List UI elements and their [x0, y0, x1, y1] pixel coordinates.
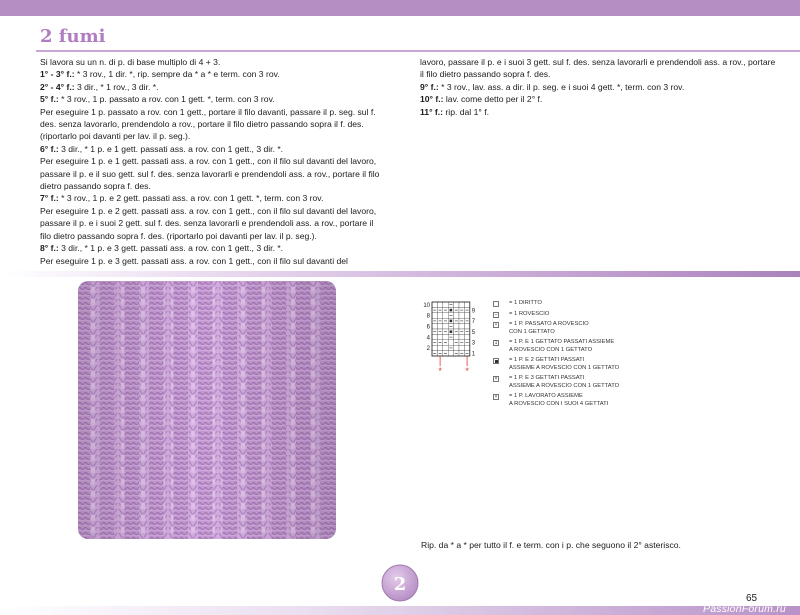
row-number-left: 2: [426, 346, 430, 353]
instruction-paragraph: [40, 81, 385, 93]
slip-stitch-icon: [493, 322, 499, 328]
special-stitch-mark: [450, 330, 453, 333]
footer-color-bar: [0, 606, 800, 615]
knitted-swatch-photo: [78, 281, 336, 539]
legend-text: = 1 P. E 1 GETTATO PASSATI ASSIEME: [509, 339, 615, 346]
two-yarnovers-icon: [493, 358, 499, 364]
chart-cell: [437, 324, 442, 329]
instruction-text: * 3 rov., 1 p. e 2 gett. passati ass. a rov. con 1 gett. *, term. con 3 rov.: [58, 193, 324, 204]
section-divider-band: [0, 271, 800, 277]
chart-cell: [437, 302, 442, 307]
chart-cell: [443, 345, 448, 350]
row-number-right: 3: [471, 340, 476, 347]
chart-cell: [464, 334, 469, 339]
legend-text: = 1 P. LAVORATO ASSIEME: [509, 393, 583, 400]
instruction-paragraph: [40, 93, 385, 105]
instruction-paragraph: [40, 255, 385, 267]
title-divider: [36, 50, 800, 52]
row-number-right: 7: [471, 319, 476, 326]
pattern-number-badge: [380, 563, 420, 603]
chart-cell: [459, 345, 464, 350]
instructions-left-column: [40, 56, 385, 267]
row-label: 9° f.:: [420, 81, 439, 92]
legend-text: CON 1 GETTATO: [509, 328, 555, 335]
chart-legend: [493, 300, 619, 411]
watermark-text: PassionForum.ru: [703, 603, 786, 615]
instruction-text: Per eseguire 1 p. passato a rov. con 1 gett., portare il filo davanti, passare il p. seg. sul f. des. senza lavorarlo, prendendolo a rov., portare il filo dietro passando sopra il f. des. (riportarlo poi davanti per lav. il p. seg.).: [40, 106, 376, 142]
chart-cell: [443, 302, 448, 307]
row-number-left: 10: [423, 302, 430, 309]
instruction-text: Si lavora su un n. di p. di base multiplo di 4 + 3.: [40, 57, 221, 67]
legend-text: = 1 DIRITTO: [509, 300, 542, 306]
chart-cell: [459, 334, 464, 339]
chart-cell: [432, 334, 437, 339]
legend-item: [493, 339, 619, 354]
chart-cell: [437, 313, 442, 318]
row-number-right: 5: [471, 329, 476, 336]
chart-cell: [459, 324, 464, 329]
row-number-left: 4: [426, 335, 430, 342]
chart-cell: [454, 313, 459, 318]
row-number-left: 8: [426, 313, 430, 320]
stitch-chart: [418, 298, 488, 378]
chart-cell: [432, 302, 437, 307]
legend-item: [493, 357, 619, 372]
chart-cell: [443, 324, 448, 329]
legend-text: ASSIEME A ROVESCIO CON 1 GETTATO: [509, 382, 620, 389]
legend-item: [493, 300, 619, 307]
instructions-right-column: [420, 56, 780, 118]
instruction-text: 3 dir., * 1 p. e 3 gett. passati ass. a rov. con 1 gett., 3 dir. *.: [58, 243, 284, 254]
legend-text: = 1 P. E 3 GETTATI PASSATI: [509, 375, 585, 382]
top-color-bar: [0, 0, 800, 16]
row-label: 7° f.:: [40, 193, 59, 204]
repeat-asterisk: *: [438, 366, 442, 376]
row-number-right: 1: [471, 351, 476, 358]
chart-cell: [454, 334, 459, 339]
repeat-asterisk: *: [465, 366, 469, 376]
repeat-note: Rip. da * a * per tutto il f. e term. con i p. che seguono il 2° asterisco.: [421, 540, 681, 550]
instruction-paragraph: [40, 192, 385, 204]
instruction-text: * 3 rov., 1 p. passato a rov. con 1 gett. *, term. con 3 rov.: [58, 94, 275, 105]
row-label: 6° f.:: [40, 143, 59, 154]
chart-cell: [432, 313, 437, 318]
chart-cell: [464, 324, 469, 329]
legend-text: = 1 P. E 2 GETTATI PASSATI: [509, 357, 585, 364]
legend-text: = 1 P. PASSATO A ROVESCIO: [509, 321, 589, 328]
instruction-paragraph: [40, 205, 385, 242]
legend-item: [493, 321, 619, 336]
row-label: 2° - 4° f.:: [40, 81, 75, 92]
chart-cell: [443, 313, 448, 318]
instruction-paragraph: [420, 81, 780, 93]
legend-item: [493, 375, 619, 390]
badge-number: 2: [393, 574, 407, 595]
instruction-text: Per eseguire 1 p. e 1 gett. passati ass. a rov. con 1 gett., con il filo sul davanti del lavoro, passare il p. e il suo gett. sul f. des. senza lavorarli e prendendoli ass. a rov., portare il filo dietro passando sopra f. des.: [40, 156, 380, 192]
page-number: 65: [746, 593, 758, 604]
chart-cell: [448, 340, 453, 345]
legend-item: [493, 393, 619, 408]
instruction-text: Per eseguire 1 p. e 3 gett. passati ass. a rov. con 1 gett., con il filo sul davanti del: [40, 255, 348, 266]
legend-text: A ROVESCIO CON 1 GETTATO: [509, 346, 593, 353]
special-stitch-mark: [450, 320, 453, 323]
chart-cell: [454, 302, 459, 307]
instruction-paragraph: [40, 56, 385, 68]
pattern-title: 2 fumi: [40, 26, 106, 47]
instruction-text: 3 dir., * 1 rov., 3 dir. *.: [74, 81, 159, 92]
instruction-text: lavoro, passare il p. e i suoi 3 gett. sul f. des. senza lavorarli e prendendoli ass. a rov., portare il filo dietro passando sopra f. des.: [420, 57, 776, 80]
legend-text: ASSIEME A ROVESCIO CON 1 GETTATO: [509, 364, 620, 371]
chart-cell: [464, 302, 469, 307]
instruction-paragraph: [420, 106, 780, 118]
instruction-text: * 3 rov., 1 dir. *, rip. sempre da * a * e term. con 3 rov.: [74, 69, 280, 80]
empty-square-icon: [493, 301, 499, 307]
instruction-paragraph: [420, 93, 780, 105]
row-label: 11° f.:: [420, 106, 444, 117]
chart-cell: [437, 345, 442, 350]
instruction-paragraph: [40, 106, 385, 143]
row-number-left: 6: [426, 324, 430, 331]
chart-cell: [448, 351, 453, 356]
legend-item: [493, 311, 619, 318]
instruction-text: * 3 rov., lav. ass. a dir. il p. seg. e i suoi 4 gett. *, term. con 3 rov.: [438, 81, 685, 92]
instruction-paragraph: [40, 68, 385, 80]
row-label: 8° f.:: [40, 243, 59, 254]
instruction-paragraph: [40, 155, 385, 192]
row-label: 10° f.:: [420, 94, 444, 105]
chart-cell: [459, 302, 464, 307]
chart-cell: [437, 334, 442, 339]
instruction-paragraph: [420, 56, 780, 81]
instruction-text: 3 dir., * 1 p. e 1 gett. passati ass. a rov. con 1 gett., 3 dir. *.: [58, 143, 284, 154]
instruction-text: Per eseguire 1 p. e 2 gett. passati ass. a rov. con 1 gett., con il filo sul davanti del lavoro, passare il p. e i suoi 2 gett. sul f. des. senza lavorarli e prendendoli ass. a rov., portare il filo dietro passando sopra f. des. (riportarlo poi davanti per lav. il p. seg.).: [40, 205, 377, 241]
row-label: 5° f.:: [40, 94, 59, 105]
worked-together-icon: [493, 394, 499, 400]
instruction-paragraph: [40, 242, 385, 254]
chart-cell: [464, 313, 469, 318]
row-number-right: 9: [471, 308, 476, 315]
one-yarnover-icon: [493, 340, 499, 346]
instruction-paragraph: [40, 143, 385, 155]
special-stitch-mark: [450, 309, 453, 312]
chart-cell: [454, 345, 459, 350]
three-yarnovers-icon: [493, 376, 499, 382]
legend-text: A ROVESCIO CON I SUOI 4 GETTATI: [509, 400, 609, 407]
chart-cell: [464, 345, 469, 350]
legend-text: = 1 ROVESCIO: [509, 310, 550, 317]
row-label: 1° - 3° f.:: [40, 69, 75, 80]
chart-cell: [454, 324, 459, 329]
chart-cell: [432, 324, 437, 329]
chart-cell: [459, 313, 464, 318]
chart-cell: [432, 345, 437, 350]
dash-square-icon: [493, 312, 499, 318]
chart-cell: [443, 334, 448, 339]
instruction-text: rip. dal 1° f.: [443, 106, 489, 117]
instruction-text: lav. come detto per il 2° f.: [443, 94, 543, 105]
